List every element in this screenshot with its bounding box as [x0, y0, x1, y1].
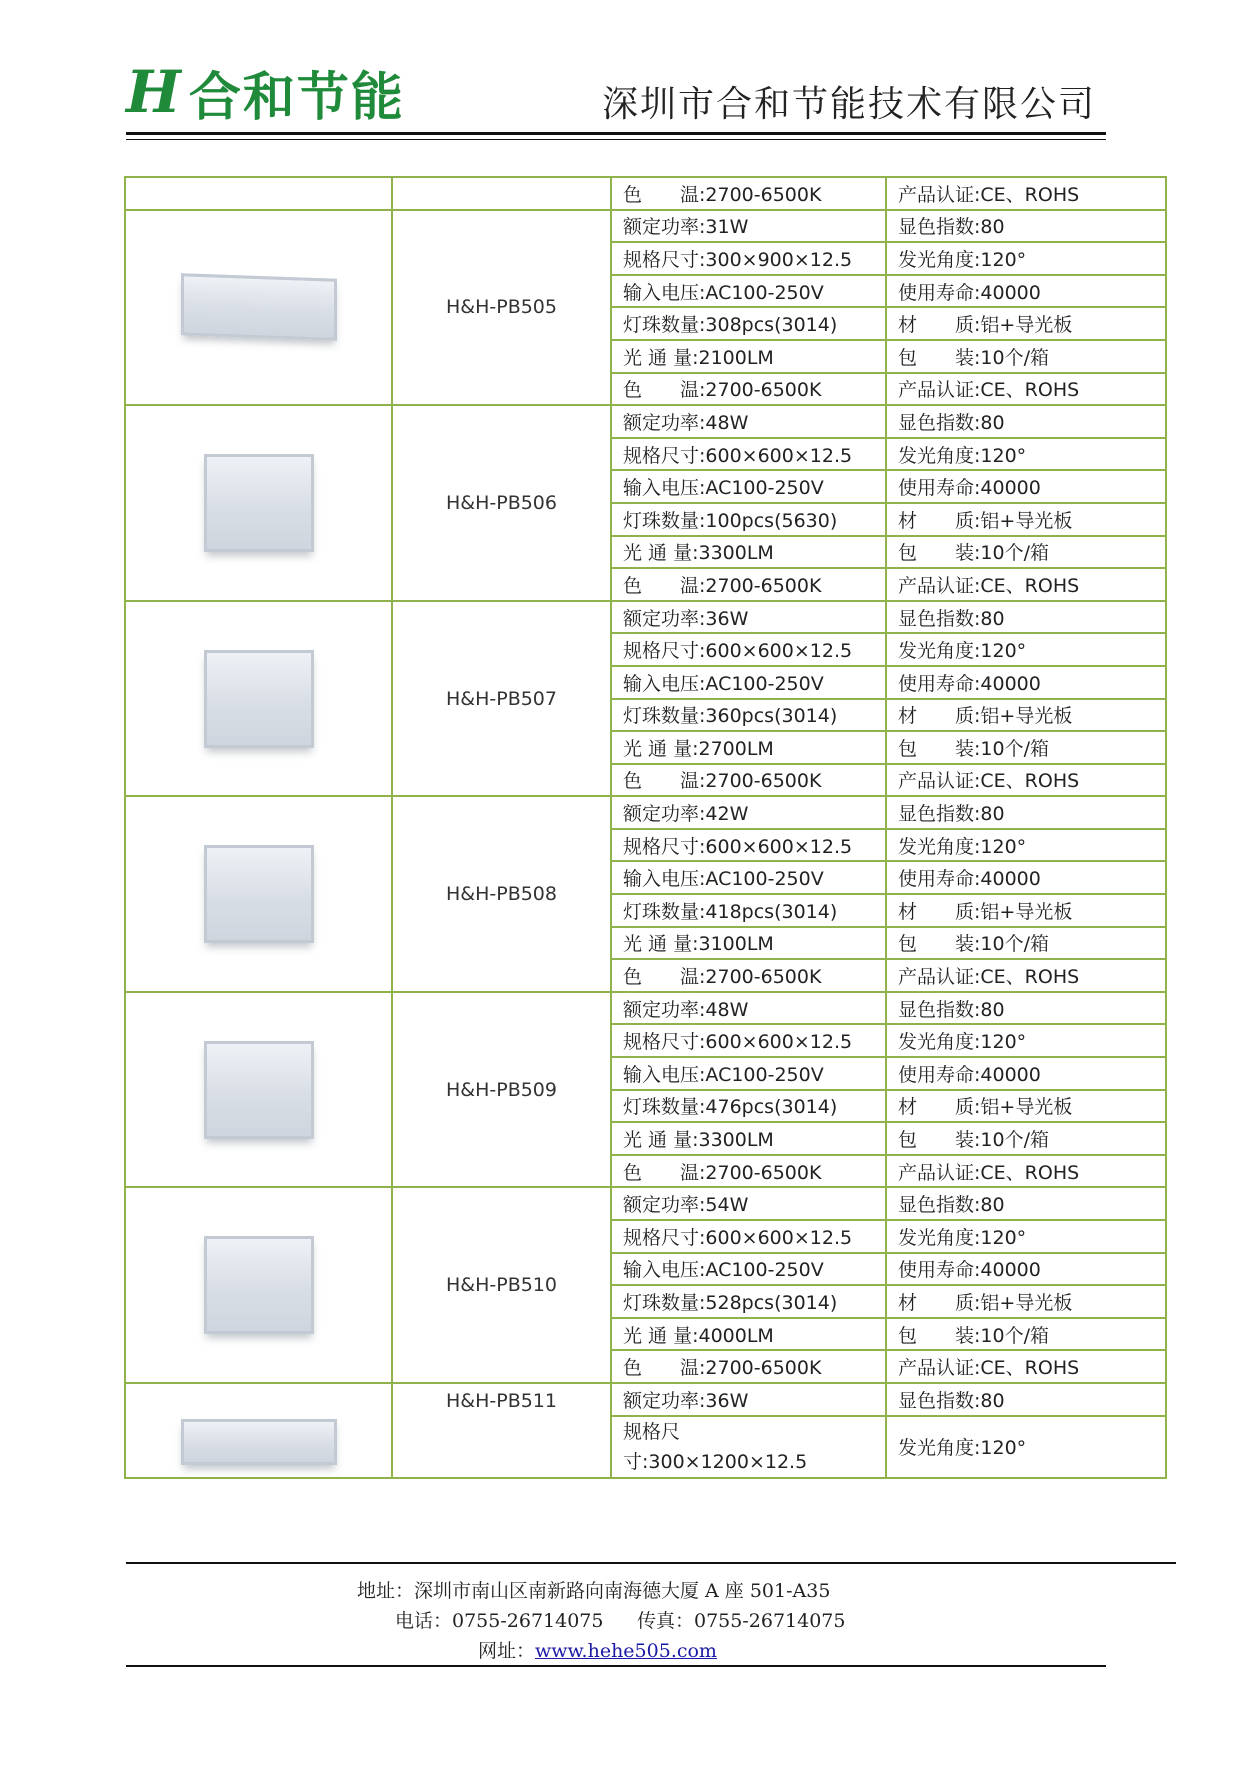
header-rule	[126, 132, 1106, 135]
spec-cell: 光 通 量:2700LM	[611, 731, 886, 764]
product-image-cell	[125, 1187, 392, 1383]
spec-cell: 使用寿命:40000	[886, 275, 1166, 308]
led-panel-image	[204, 845, 314, 943]
spec-cell: 发光角度:120°	[886, 242, 1166, 275]
spec-cell: 光 通 量:4000LM	[611, 1318, 886, 1351]
led-panel-image	[181, 1419, 337, 1465]
spec-cell: 额定功率:36W	[611, 1383, 886, 1416]
spec-cell: 显色指数:80	[886, 1187, 1166, 1220]
spec-cell: 规格尺寸:600×600×12.5	[611, 633, 886, 666]
spec-cell: 规格尺寸:600×600×12.5	[611, 829, 886, 862]
spec-cell: 灯珠数量:308pcs(3014)	[611, 307, 886, 340]
spec-cell: 使用寿命:40000	[886, 861, 1166, 894]
spec-cell: 色 温:2700-6500K	[611, 373, 886, 406]
spec-cell: 包 装:10个/箱	[886, 536, 1166, 569]
spec-cell: 使用寿命:40000	[886, 666, 1166, 699]
spec-cell: 材 质:铝+导光板	[886, 1285, 1166, 1318]
model-number: H&H-PB507	[392, 601, 611, 797]
spec-cell: 材 质:铝+导光板	[886, 699, 1166, 732]
product-image-cell	[125, 405, 392, 601]
product-image	[126, 845, 391, 943]
spec-cell: 产品认证:CE、ROHS	[886, 568, 1166, 601]
spec-cell: 色 温:2700-6500K	[611, 1350, 886, 1383]
product-image	[126, 650, 391, 748]
footer-fax: 传真：0755-26714075	[637, 1610, 846, 1632]
model-number: H&H-PB509	[392, 992, 611, 1188]
logo-text: 合和节能	[188, 67, 405, 128]
spec-cell: 输入电压:AC100-250V	[611, 1057, 886, 1090]
spec-cell: 额定功率:42W	[611, 796, 886, 829]
spec-cell: 输入电压:AC100-250V	[611, 1253, 886, 1286]
led-panel-image	[204, 1236, 314, 1334]
spec-cell: 灯珠数量:360pcs(3014)	[611, 699, 886, 732]
spec-cell: 包 装:10个/箱	[886, 927, 1166, 960]
footer-phone: 电话：0755-26714075	[395, 1610, 604, 1632]
table-row	[125, 992, 1166, 1025]
spec-cell: 显色指数:80	[886, 210, 1166, 243]
spec-cell: 使用寿命:40000	[886, 1253, 1166, 1286]
spec-cell: 光 通 量:2100LM	[611, 340, 886, 373]
spec-cell: 光 通 量:3100LM	[611, 927, 886, 960]
spec-cell: 光 通 量:3300LM	[611, 536, 886, 569]
spec-cell: 规格尺寸:300×1200×12.5	[611, 1416, 886, 1478]
spec-cell: 包 装:10个/箱	[886, 340, 1166, 373]
spec-cell: 光 通 量:3300LM	[611, 1122, 886, 1155]
spec-cell: 发光角度:120°	[886, 829, 1166, 862]
product-image	[126, 1395, 391, 1465]
spec-cell: 灯珠数量:476pcs(3014)	[611, 1090, 886, 1123]
model-number: H&H-PB505	[392, 210, 611, 406]
spec-cell: 灯珠数量:100pcs(5630)	[611, 503, 886, 536]
product-image-cell	[125, 992, 392, 1188]
spec-cell: 显色指数:80	[886, 601, 1166, 634]
led-panel-image	[204, 454, 314, 552]
spec-cell: 材 质:铝+导光板	[886, 894, 1166, 927]
logo-mark: H	[126, 58, 175, 126]
table-row	[125, 405, 1166, 438]
spec-cell: 规格尺寸:600×600×12.5	[611, 1220, 886, 1253]
spec-cell: 输入电压:AC100-250V	[611, 861, 886, 894]
model-number: H&H-PB511	[392, 1383, 611, 1478]
model-number: H&H-PB508	[392, 796, 611, 992]
spec-cell: 输入电压:AC100-250V	[611, 666, 886, 699]
spec-cell: 色 温:2700-6500K	[611, 177, 886, 210]
footer-rule	[126, 1562, 1176, 1564]
product-image	[126, 276, 391, 338]
spec-cell: 产品认证:CE、ROHS	[886, 177, 1166, 210]
table-row	[125, 601, 1166, 634]
header-rule-thin	[126, 139, 1106, 140]
spec-cell: 包 装:10个/箱	[886, 1318, 1166, 1351]
product-spec-table	[124, 176, 1167, 1479]
spec-cell: 输入电压:AC100-250V	[611, 470, 886, 503]
spec-cell: 显色指数:80	[886, 796, 1166, 829]
spec-cell: 发光角度:120°	[886, 438, 1166, 471]
spec-cell: 额定功率:48W	[611, 992, 886, 1025]
spec-cell: 灯珠数量:528pcs(3014)	[611, 1285, 886, 1318]
spec-cell: 发光角度:120°	[886, 633, 1166, 666]
spec-cell: 规格尺寸:300×900×12.5	[611, 242, 886, 275]
website-link[interactable]: www.hehe505.com	[535, 1640, 717, 1662]
page-header	[126, 50, 1106, 130]
model-cell	[392, 177, 611, 210]
spec-cell: 产品认证:CE、ROHS	[886, 1350, 1166, 1383]
spec-cell: 额定功率:48W	[611, 405, 886, 438]
table-row	[125, 1383, 1166, 1416]
table-row	[125, 1187, 1166, 1220]
product-image	[126, 1041, 391, 1139]
table-row	[125, 210, 1166, 243]
company-logo	[126, 58, 405, 128]
product-image	[126, 454, 391, 552]
product-image	[126, 1236, 391, 1334]
spec-cell: 产品认证:CE、ROHS	[886, 959, 1166, 992]
footer-web	[478, 1636, 717, 1663]
spec-cell: 色 温:2700-6500K	[611, 764, 886, 797]
spec-cell: 灯珠数量:418pcs(3014)	[611, 894, 886, 927]
product-image-cell	[125, 601, 392, 797]
model-number: H&H-PB506	[392, 405, 611, 601]
spec-cell: 发光角度:120°	[886, 1220, 1166, 1253]
spec-cell: 色 温:2700-6500K	[611, 568, 886, 601]
spec-cell: 显色指数:80	[886, 1383, 1166, 1416]
spec-cell: 材 质:铝+导光板	[886, 1090, 1166, 1123]
spec-cell: 使用寿命:40000	[886, 470, 1166, 503]
spec-cell: 显色指数:80	[886, 405, 1166, 438]
spec-cell: 包 装:10个/箱	[886, 731, 1166, 764]
spec-cell: 规格尺寸:600×600×12.5	[611, 438, 886, 471]
footer-rule-bottom	[126, 1665, 1106, 1667]
spec-cell: 色 温:2700-6500K	[611, 1155, 886, 1188]
spec-cell: 输入电压:AC100-250V	[611, 275, 886, 308]
led-panel-image	[204, 1041, 314, 1139]
spec-cell: 产品认证:CE、ROHS	[886, 373, 1166, 406]
footer-web-label: 网址：	[478, 1640, 536, 1662]
product-image-cell	[125, 796, 392, 992]
spec-cell: 材 质:铝+导光板	[886, 307, 1166, 340]
spec-cell: 额定功率:54W	[611, 1187, 886, 1220]
footer-address: 地址：深圳市南山区南新路向南海德大厦 A 座 501-A35	[357, 1580, 831, 1602]
image-cell	[125, 177, 392, 210]
spec-cell: 色 温:2700-6500K	[611, 959, 886, 992]
spec-cell: 材 质:铝+导光板	[886, 503, 1166, 536]
spec-cell: 额定功率:36W	[611, 601, 886, 634]
spec-cell: 产品认证:CE、ROHS	[886, 1155, 1166, 1188]
product-image-cell	[125, 210, 392, 406]
led-panel-image	[181, 274, 337, 341]
spec-cell: 额定功率:31W	[611, 210, 886, 243]
spec-cell: 使用寿命:40000	[886, 1057, 1166, 1090]
model-number: H&H-PB510	[392, 1187, 611, 1383]
spec-cell: 产品认证:CE、ROHS	[886, 764, 1166, 797]
spec-cell: 包 装:10个/箱	[886, 1122, 1166, 1155]
company-name: 深圳市合和节能技术有限公司	[601, 84, 1096, 125]
spec-cell: 发光角度:120°	[886, 1416, 1166, 1478]
spec-cell: 显色指数:80	[886, 992, 1166, 1025]
led-panel-image	[204, 650, 314, 748]
table-row	[125, 796, 1166, 829]
product-image-cell	[125, 1383, 392, 1478]
spec-cell: 规格尺寸:600×600×12.5	[611, 1024, 886, 1057]
spec-cell: 发光角度:120°	[886, 1024, 1166, 1057]
table-row	[125, 177, 1166, 210]
